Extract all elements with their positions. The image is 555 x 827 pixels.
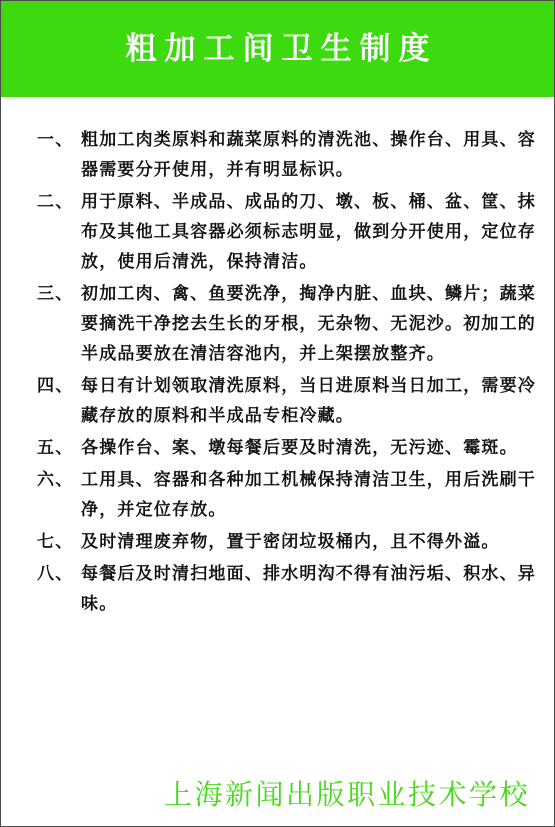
rule-number: 三、 [37, 284, 74, 304]
footer [1, 773, 554, 813]
sign-title: 粗加工间卫生制度 [125, 30, 438, 67]
school-name: 上海新闻出版职业技术学校 [163, 778, 530, 811]
rule-text: 各操作台、案、墩每餐后要及时清洗，无污迹、霉斑。 [81, 438, 518, 458]
rule-item [37, 125, 547, 185]
rule-item [37, 371, 547, 431]
rule-item [37, 465, 547, 525]
rule-number: 五、 [37, 438, 74, 458]
rule-item [37, 433, 547, 463]
rule-number: 二、 [37, 192, 74, 212]
rules-list [37, 125, 547, 621]
rule-text: 及时清理废弃物，置于密闭垃圾桶内，且不得外溢。 [81, 532, 500, 552]
title-banner [1, 1, 554, 97]
rule-text: 粗加工肉类原料和蔬菜原料的清洗池、操作台、用具、容器需要分开使用，并有明显标识。 [81, 130, 536, 180]
rule-text: 工用具、容器和各种加工机械保持清洁卫生，用后洗刷干净，并定位存放。 [81, 470, 536, 520]
rule-number: 一、 [37, 130, 74, 150]
rule-number: 六、 [37, 470, 74, 490]
rule-text: 每日有计划领取清洗原料，当日进原料当日加工，需要冷藏存放的原料和半成品专柜冷藏。 [81, 376, 536, 426]
rule-item [37, 559, 547, 619]
rule-item [37, 527, 547, 557]
rule-text: 初加工肉、禽、鱼要洗净，掏净内脏、血块、鳞片；蔬菜要摘洗干净挖去生长的牙根，无杂物、无泥沙。初加工的半成品要放在清洁容池内，并上架摆放整齐。 [81, 284, 536, 364]
rule-text: 用于原料、半成品、成品的刀、墩、板、桶、盆、筐、抹布及其他工具容器必须标志明显，做到分开使用，定位存放，使用后清洗，保持清洁。 [81, 192, 536, 272]
rule-number: 四、 [37, 376, 74, 396]
rule-item [37, 279, 547, 369]
rule-item [37, 187, 547, 277]
rule-text: 每餐后及时清扫地面、排水明沟不得有油污垢、积水、异味。 [81, 564, 536, 614]
rule-number: 八、 [37, 564, 74, 584]
rule-number: 七、 [37, 532, 74, 552]
